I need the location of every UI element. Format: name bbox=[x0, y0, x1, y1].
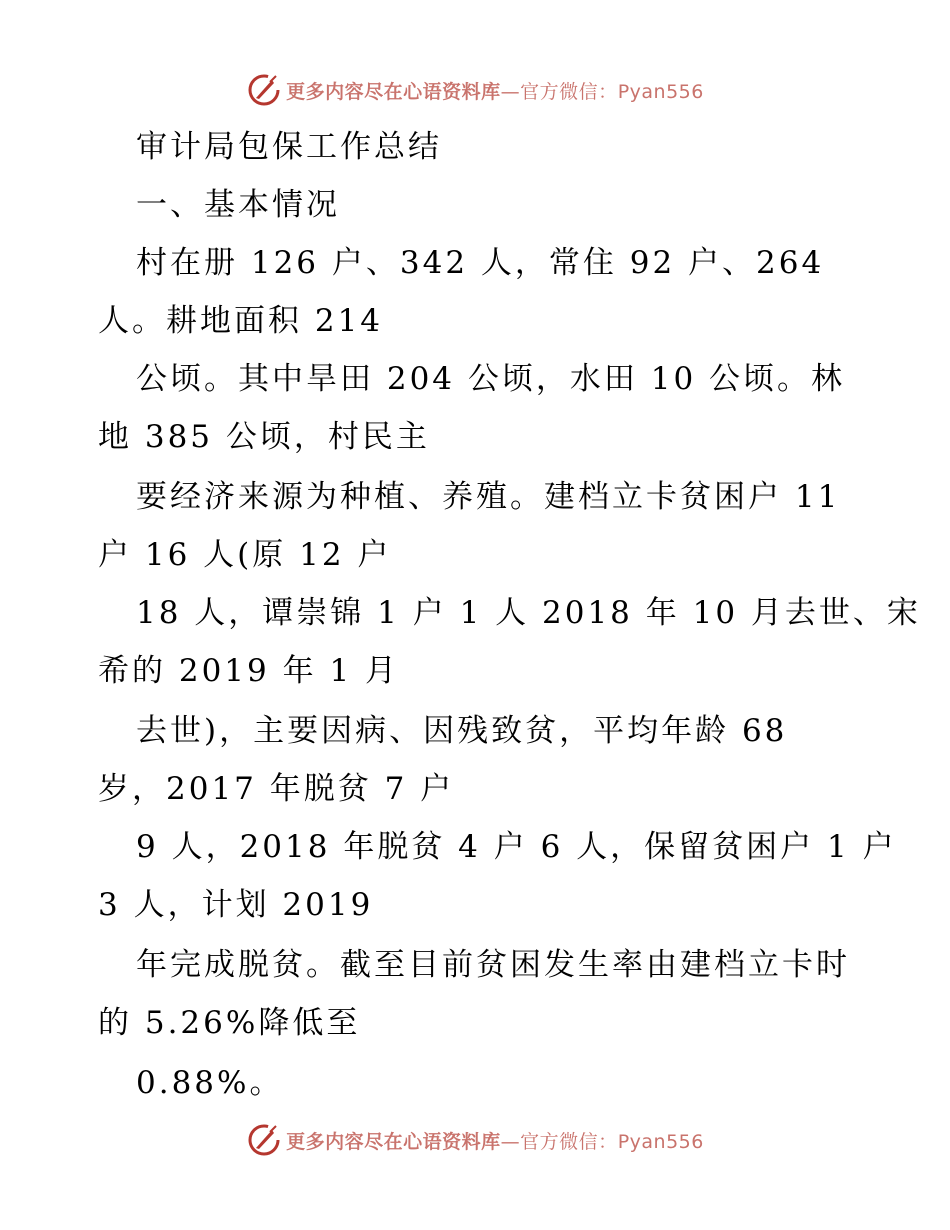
paragraph-line: 3 人，计划 2019 bbox=[98, 887, 374, 923]
paragraph-line: 要经济来源为种植、养殖。建档立卡贫困户 11 bbox=[136, 479, 841, 515]
paragraph-line: 9 人，2018 年脱贫 4 户 6 人，保留贫困户 1 户 bbox=[136, 829, 897, 865]
paragraph-line: 希的 2019 年 1 月 bbox=[98, 653, 400, 689]
watermark-dash: — bbox=[500, 1130, 521, 1153]
watermark-text bbox=[286, 77, 704, 104]
paragraph-line: 公顷。其中旱田 204 公顷，水田 10 公顷。林 bbox=[136, 361, 846, 397]
paragraph-line: 的 5.26%降低至 bbox=[98, 1005, 361, 1041]
paragraph-line: 岁，2017 年脱贫 7 户 bbox=[98, 771, 455, 807]
watermark-dash: — bbox=[500, 80, 521, 103]
quill-pen-logo-icon bbox=[246, 72, 282, 108]
paragraph-line: 地 385 公顷，村民主 bbox=[98, 419, 430, 455]
watermark-banner-top bbox=[0, 70, 950, 110]
watermark-wechat-id: Pyan556 bbox=[617, 80, 704, 103]
section-heading: 一、基本情况 bbox=[136, 187, 340, 223]
watermark-banner-bottom bbox=[0, 1120, 950, 1160]
paragraph-line: 年完成脱贫。截至目前贫困发生率由建档立卡时 bbox=[136, 947, 850, 983]
paragraph-line: 去世)，主要因病、因残致贫，平均年龄 68 bbox=[136, 713, 788, 749]
paragraph-line: 村在册 126 户、342 人，常住 92 户、264 bbox=[136, 245, 825, 281]
paragraph-line: 18 人，谭崇锦 1 户 1 人 2018 年 10 月去世、宋 bbox=[136, 595, 921, 631]
watermark-site-text: 更多内容尽在心语资料库 bbox=[286, 80, 501, 103]
watermark-text bbox=[286, 1127, 704, 1154]
quill-pen-logo-icon bbox=[246, 1122, 282, 1158]
document-title: 审计局包保工作总结 bbox=[136, 129, 442, 165]
watermark-wechat-label: 官方微信： bbox=[520, 1130, 618, 1153]
watermark-wechat-label: 官方微信： bbox=[520, 80, 618, 103]
paragraph-line: 户 16 人(原 12 户 bbox=[98, 537, 392, 573]
watermark-site-text: 更多内容尽在心语资料库 bbox=[286, 1130, 501, 1153]
paragraph-line: 人。耕地面积 214 bbox=[98, 303, 384, 339]
paragraph-line: 0.88%。 bbox=[136, 1065, 284, 1101]
watermark-wechat-id: Pyan556 bbox=[617, 1130, 704, 1153]
